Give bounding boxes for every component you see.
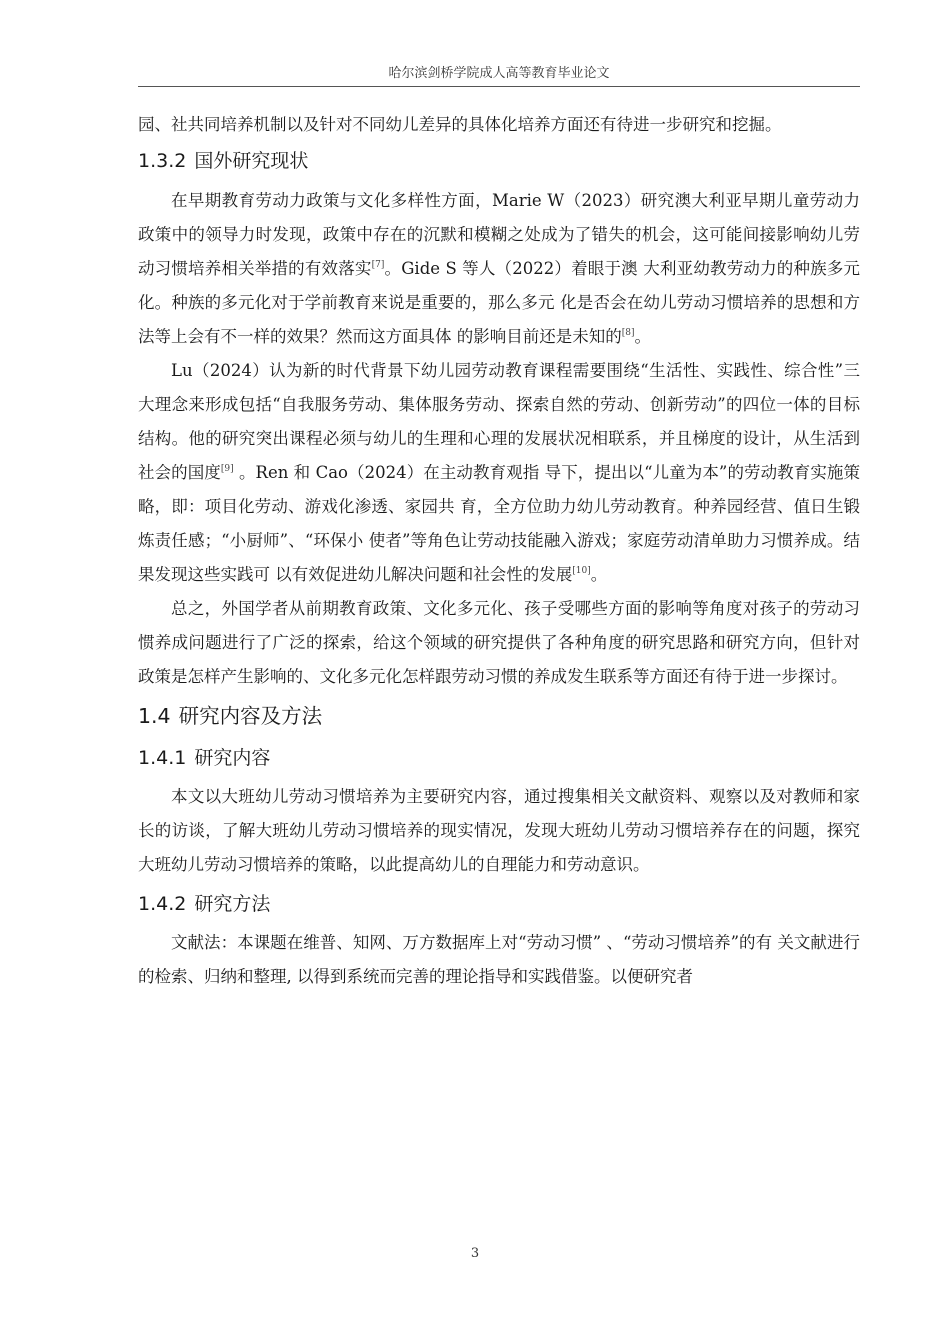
section-number: 1.4.1	[138, 747, 187, 769]
section-heading-1-4-1	[138, 738, 860, 778]
paragraph-foreign-policy	[138, 184, 860, 354]
citation-ref: [9]	[220, 464, 234, 474]
section-title: 国外研究现状	[194, 150, 309, 172]
running-header: 哈尔滨剑桥学院成人高等教育毕业论文	[388, 66, 610, 81]
section-title: 研究方法	[194, 893, 271, 915]
section-number: 1.4.2	[138, 893, 187, 915]
section-title: 研究内容	[194, 747, 271, 769]
section-title: 研究内容及方法	[178, 704, 323, 728]
section-heading-1-3-2	[138, 144, 860, 178]
paragraph-text: 。	[590, 565, 608, 584]
section-heading-1-4-2	[138, 884, 860, 924]
section-number: 1.4	[138, 704, 171, 728]
citation-ref: [7]	[371, 260, 385, 270]
page-number: 3	[470, 1246, 480, 1261]
section-heading-1-4	[138, 696, 860, 736]
paragraph-text: 。	[634, 327, 651, 346]
header-rule	[138, 86, 860, 87]
paragraph-summary: 总之，外国学者从前期教育政策、文化多元化、孩子受哪些方面的影响等角度对孩子的劳动习惯养成问题进行了广泛的探索，给这个领域的研究提供了各种角度的研究思路和研究方向，但针对政策是怎样产生影响的、文化多元化怎样跟劳动习惯的养成发生联系等方面还有待于进一步探讨。	[138, 599, 860, 686]
paragraph-research-method: 文献法：本课题在维普、知网、万方数据库上对“劳动习惯” 、“劳动习惯培养”的有 关文献进行的检索、归纳和整理, 以得到系统而完善的理论指导和实践借鉴。以便研究者	[138, 933, 860, 986]
paragraph-text: 。Gide S 等人（2022）着眼于澳 大利亚幼教劳动力的种族多元化。种族的多元化对于学前教育来说是重要的，那么多元 化是否会在幼儿劳动习惯培养的思想和方法等上会有不一样的效果？然而这方面具体 的影响目前还是未知的	[138, 259, 860, 346]
paragraph-text: 。Ren 和 Cao（2024）在主动教育观指 导下，提出以“儿童为本”的劳动教育实施策略，即：项目化劳动、游戏化渗透、家园共 育，全方位助力幼儿劳动教育。种养园经营、值日生锻炼责任感；“小厨师”、“环保小 使者”等角色让劳动技能融入游戏；家庭劳动清单助力习惯养成。结果发现这些实践可 以有效促进幼儿解决问题和社会性的发展	[138, 463, 860, 584]
citation-ref: [8]	[621, 328, 635, 338]
paragraph-continuation: 园、社共同培养机制以及针对不同幼儿差异的具体化培养方面还有待进一步研究和挖掘。	[138, 115, 782, 134]
paragraph-text: Lu（2024）认为新的时代背景下幼儿园劳动教育课程需要围绕“生活性、实践性、综合性”三大理念来形成包括“自我服务劳动、集体服务劳动、探索自然的劳动、创新劳动”的四位一体的目标结构。他的研究突出课程必须与幼儿的生理和心理的发展状况相联系，并且梯度的设计，从生活到社会的国度	[138, 361, 860, 482]
paragraph-text: 在早期教育劳动力政策与文化多样性方面，Marie W（2023）研究澳大利亚早期儿童劳动力政策中的领导力时发现，政策中存在的沉默和模糊之处成为了错失的机会，这可能间接影响幼儿劳动习惯培养相关举措的有效落实	[138, 191, 860, 278]
page-body	[138, 108, 860, 994]
citation-ref: [10]	[572, 566, 591, 576]
section-number: 1.3.2	[138, 150, 187, 172]
paragraph-lu-2024	[138, 354, 860, 592]
paragraph-research-content: 本文以大班幼儿劳动习惯培养为主要研究内容，通过搜集相关文献资料、观察以及对教师和家长的访谈，了解大班幼儿劳动习惯培养的现实情况，发现大班幼儿劳动习惯培养存在的问题，探究大班幼儿劳动习惯培养的策略，以此提高幼儿的自理能力和劳动意识。	[138, 787, 860, 874]
